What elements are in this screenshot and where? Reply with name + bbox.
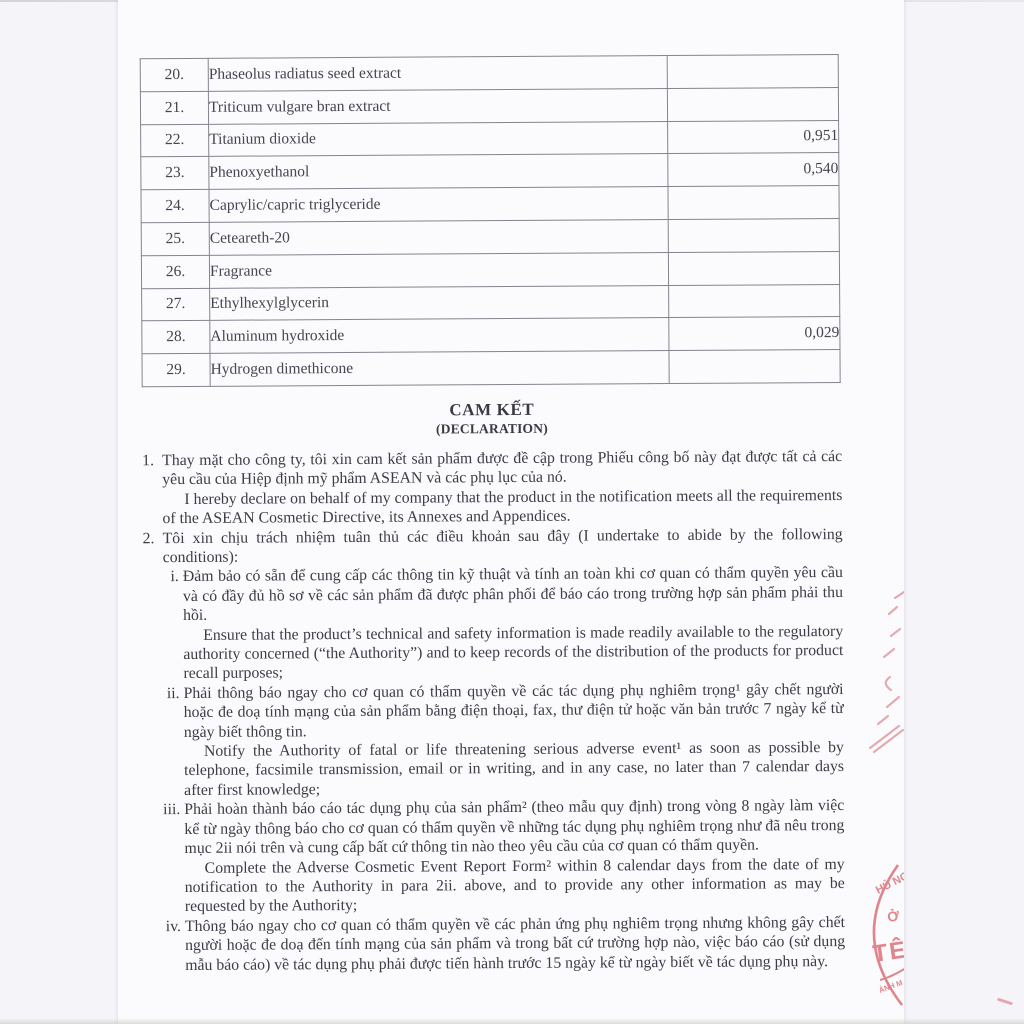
subitem-number: i. [170,568,179,586]
table-row [141,251,839,288]
page-content [118,54,911,976]
cell-ingredient: Ceteareth-20 [209,220,668,256]
cell-ingredient: Phaseolus radiatus seed extract [208,56,667,92]
stamp-arc-text-top: HỦ NG [873,869,911,897]
cell-percentage [667,54,838,88]
cell-ingredient: Phenoxyethanol [209,154,668,190]
ingredient-table [140,54,841,387]
cell-percentage: 0,029 [669,317,840,351]
cell-index: 22. [141,124,209,157]
document-page [118,0,911,1024]
item-1-vietnamese: Thay mặt cho công ty, tôi xin cam kết sản phẩm được đề cập trong Phiếu công bố này đạt được tất cả các yêu cầu của Hiệp định mỹ phẩm ASEAN và các phụ lục của nó. [162,447,843,489]
subitem-i [163,563,844,684]
table-row [141,218,839,255]
stamp-letter-mid: Ở [886,907,901,925]
cell-percentage [669,350,840,384]
cell-percentage [668,186,839,220]
declaration-subtitle: (DECLARATION) [435,420,548,437]
subitem-ii-vietnamese: Phải thông báo ngay cho cơ quan có thẩm quyền về các tác dụng phụ nghiêm trọng¹ gây chết người hoặc đe doạ tính mạng của sản phẩm bằng điện thoại, fax, thư điện tử hoặc văn bản trước 7 ngày kể từ ngày biết thông tin. [183,680,844,741]
subitem-iv [165,913,845,975]
cell-percentage: 0,540 [668,153,839,187]
table-row [140,54,838,91]
declaration-item-2 [143,525,846,976]
stamp-letter-big: TÊ [871,936,910,968]
scan-edge-bottom [0,1018,1024,1024]
table-row [141,153,839,190]
cell-index: 20. [140,58,208,91]
cell-index: 21. [140,91,208,124]
cell-ingredient: Caprylic/capric triglyceride [209,187,668,223]
table-row [142,284,840,321]
item-number: 2. [142,529,155,547]
subitem-number: ii. [166,684,180,702]
red-ink-mark [997,998,1013,1006]
cell-ingredient: Ethylhexylglycerin [210,285,669,321]
subitem-iii-english: Complete the Adverse Cosmetic Event Report Form² within 8 calendar days from the date of my notification to the Authority in para 2ii. above, and to provide any other information as may be requested by the Authority; [184,855,845,916]
cell-ingredient: Fragrance [209,252,668,288]
cell-percentage [667,87,838,121]
table-row [142,350,840,387]
declaration-body [142,447,845,975]
subitem-number: iv. [165,917,182,935]
declaration-heading [142,398,842,439]
subitem-iv-vietnamese: Thông báo ngay cho cơ quan có thẩm quyền về các phản ứng phụ nghiêm trọng nhưng không gây chết người hoặc đe doạ đến tính mạng của sản phẩm và trong bất cứ trường hợp nào, việc báo cáo (sử dụng mẫu báo cáo) về tác dụng phụ phải được tiến hành trước 15 ngày kể từ ngày biết về tác dụng phụ này. [184,913,846,974]
cell-index: 26. [141,255,209,288]
cell-index: 29. [142,354,210,387]
stamp-arc-text-bottom: ẢNH M [877,978,904,995]
item-1-english: I hereby declare on behalf of my company that the product in the notification meets all the requirements of the ASEAN Cosmetic Directive, its Annexes and Appendices. [162,486,843,528]
subitem-i-english: Ensure that the product’s technical and safety information is made readily available to the regulatory authority concerned (“the Authority”) and to keep records of the distribution of the products for product recall purposes; [183,622,844,683]
subitem-iii [164,796,845,917]
cell-percentage [668,251,839,285]
cell-index: 28. [142,321,210,354]
cell-ingredient: Titanium dioxide [209,121,668,157]
subitem-ii [164,680,845,801]
declaration-item-1 [142,447,842,529]
cell-percentage [669,284,840,318]
cell-ingredient: Hydrogen dimethicone [210,351,669,387]
declaration-title: CAM KẾT [449,399,535,420]
cell-index: 25. [141,222,209,255]
subitem-ii-english: Notify the Authority of fatal or life threatening serious adverse event¹ as soon as possible by telephone, facsimile transmission, email or in writing, and in any case, no later than 7 calendar days after first knowledge; [183,739,845,799]
cell-percentage [668,218,839,252]
item-2-intro: Tôi xin chịu trách nhiệm tuân thủ các điều khoản sau đây (I undertake to abide by the following conditions): [162,525,843,567]
table-row [141,186,839,223]
cell-ingredient: Aluminum hydroxide [210,318,669,354]
item-number: 1. [142,452,155,470]
table-row [142,317,840,354]
subitem-iii-vietnamese: Phải hoàn thành báo cáo tác dụng phụ của sản phẩm² (theo mẫu quy định) trong vòng 8 ngày làm việc kể từ ngày thông báo cho cơ quan có thẩm quyền về những tác dụng phụ nghiêm trọng như đã nêu trong mục 2ii nói trên và cung cấp bất cứ thông tin nào theo yêu cầu của cơ quan có thẩm quyền. [184,797,845,858]
cell-ingredient: Triticum vulgare bran extract [208,88,667,124]
cell-percentage: 0,951 [668,120,839,154]
subitem-i-vietnamese: Đảm bảo có sẵn để cung cấp các thông tin kỹ thuật và tính an toàn khi cơ quan có thẩm quyền yêu cầu và có đầy đủ hồ sơ về các sản phẩm đã được phân phối để báo cáo trong trường hợp sản phẩm phải thu hồi. [182,564,844,625]
subitem-number: iii. [163,801,181,819]
cell-index: 23. [141,157,209,190]
cell-index: 27. [142,288,210,321]
table-row [140,87,838,124]
cell-index: 24. [141,190,209,223]
table-row [141,120,839,157]
